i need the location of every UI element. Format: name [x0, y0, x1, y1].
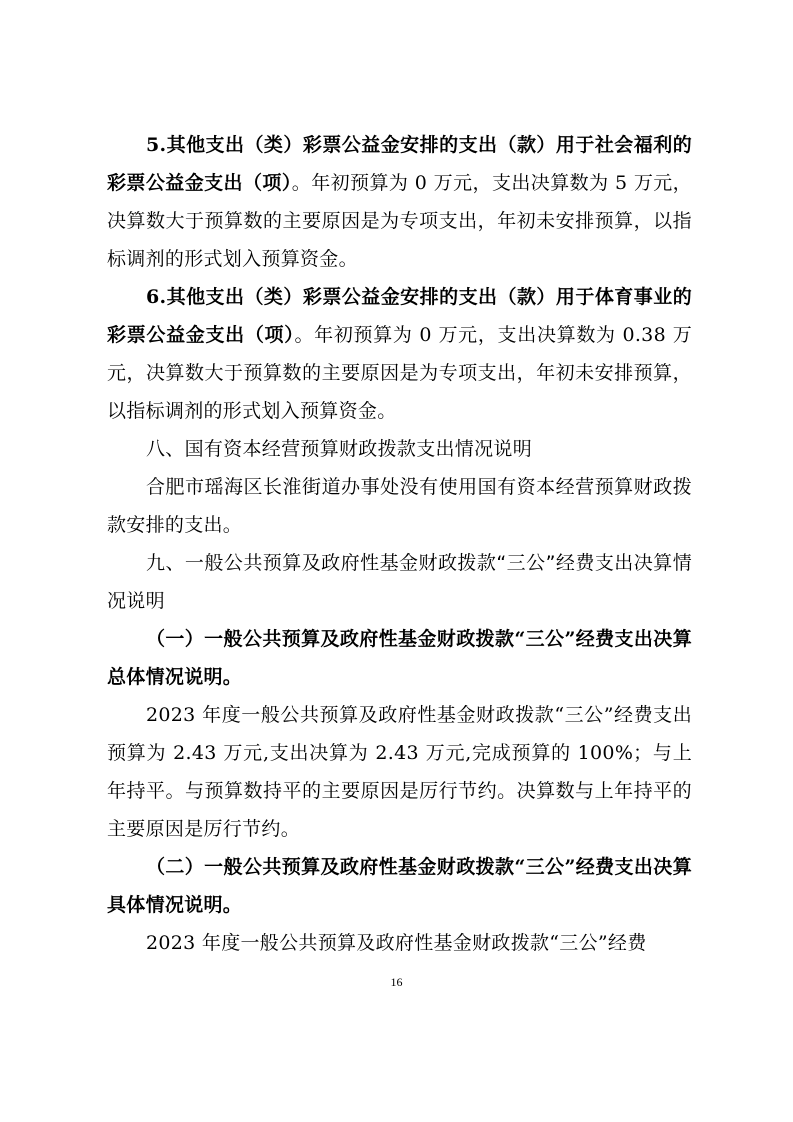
paragraph-state-capital: 合肥市瑶海区长淮街道办事处没有使用国有资本经营预算财政拨款安排的支出。 [107, 476, 692, 536]
page-number: 16 [390, 975, 403, 989]
paragraph-sports-lottery-title: 6.其他支出（类）彩票公益金安排的支出（款）用于体育事业的彩票公益金支出（项） [107, 286, 692, 346]
subheading-overall: （一）一般公共预算及政府性基金财政拨款“三公”经费支出决算总体情况说明。 [107, 628, 692, 688]
paragraph-welfare-lottery [107, 126, 692, 278]
paragraph-specific-detail: 2023 年度一般公共预算及政府性基金财政拨款“三公”经费 [146, 932, 647, 954]
paragraph-overall-detail: 2023 年度一般公共预算及政府性基金财政拨款“三公”经费支出预算为 2.43 万元,支出决算为 2.43 万元,完成预算的 100%；与上年持平。与预算数持平的主要原因是厉行节约。决算数与上年持平的主要原因是厉行节约。 [107, 704, 692, 840]
paragraph-welfare-lottery-title: 5.其他支出（类）彩票公益金安排的支出（款）用于社会福利的彩票公益金支出（项） [107, 134, 692, 194]
subheading-specific: （二）一般公共预算及政府性基金财政拨款“三公”经费支出决算具体情况说明。 [107, 856, 692, 916]
section-heading-nine: 九、一般公共预算及政府性基金财政拨款“三公”经费支出决算情况说明 [107, 552, 692, 612]
paragraph-welfare-lottery-text: 。年初预算为 0 万元，支出决算数为 5 万元，决算数大于预算数的主要原因是为专项支出，年初未安排预算，以指标调剂的形式划入预算资金。 [107, 172, 692, 270]
paragraph-sports-lottery [107, 278, 692, 430]
paragraph-sports-lottery-text: 。年初预算为 0 万元，支出决算数为 0.38 万元，决算数大于预算数的主要原因是为专项支出，年初未安排预算，以指标调剂的形式划入预算资金。 [107, 324, 692, 422]
section-heading-eight: 八、国有资本经营预算财政拨款支出情况说明 [146, 438, 533, 460]
page-content [107, 126, 692, 962]
